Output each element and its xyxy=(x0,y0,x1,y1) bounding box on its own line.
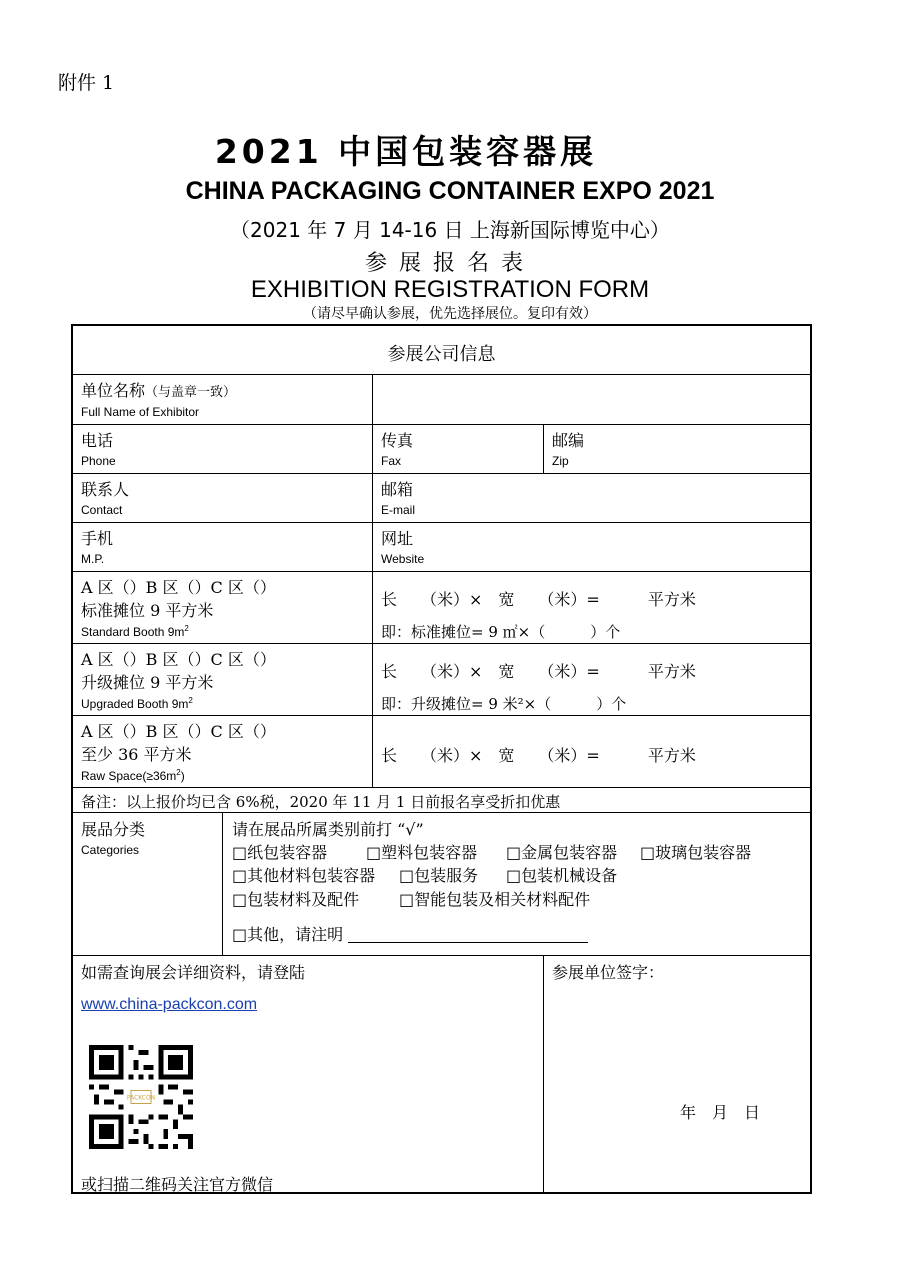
email-label-en: E-mail xyxy=(381,503,416,517)
booth-name-cn: 升级摊位 9 平方米 xyxy=(81,673,214,692)
column-divider xyxy=(543,424,544,473)
event-date-venue: （2021 年 7 月 14-16 日 上海新国际博览中心） xyxy=(230,218,670,242)
booth-count-formula: 即：升级摊位= 9 米²×（ ）个 xyxy=(381,695,627,713)
mobile-label-en: M.P. xyxy=(81,552,105,566)
fax-label: 传真 xyxy=(381,431,414,450)
booth-name-en xyxy=(81,624,189,639)
booth-name-cn: 至少 36 平方米 xyxy=(81,745,192,764)
title-chinese: 2021 中国包装容器展 xyxy=(214,132,598,171)
website-label: 网址 xyxy=(381,529,414,548)
booth-size-formula: 长 （米）× 宽 （米）= 平方米 xyxy=(381,662,696,681)
full-name-note: （与盖章一致） xyxy=(145,385,237,400)
row-divider xyxy=(71,374,812,375)
zip-label: 邮编 xyxy=(552,431,585,450)
category-checkbox[interactable]: □智能包装及相关材料配件 xyxy=(399,890,591,909)
booth-zones: A 区（）B 区（）C 区（） xyxy=(81,722,276,741)
categories-label-en: Categories xyxy=(81,843,140,857)
category-checkbox[interactable]: □金属包装容器 xyxy=(506,843,618,862)
booth-size-formula: 长 （米）× 宽 （米）= 平方米 xyxy=(381,590,696,609)
category-other[interactable] xyxy=(232,922,588,945)
qr-caption: 或扫描二维码关注官方微信 xyxy=(81,1175,274,1194)
info-text: 如需查询展会详细资料，请登陆 xyxy=(81,963,306,982)
booth-name-en-text: Raw Space(≥36m xyxy=(81,769,177,783)
booth-count-formula: 即：标准摊位= 9 ㎡×（ ）个 xyxy=(381,623,621,641)
column-divider xyxy=(543,955,544,1193)
booth-zones: A 区（）B 区（）C 区（） xyxy=(81,578,276,597)
section-header: 参展公司信息 xyxy=(387,344,496,365)
row-divider xyxy=(71,715,812,716)
signature-date: 年 月 日 xyxy=(680,1103,761,1122)
booth-name-en xyxy=(81,768,185,783)
form-title-english: EXHIBITION REGISTRATION FORM xyxy=(250,276,650,303)
full-name-label-cn: 单位名称 xyxy=(81,381,146,400)
superscript: 2 xyxy=(188,696,193,705)
remark: 备注：以上报价均已含 6%税，2020 年 11 月 1 日前报名享受折扣优惠 xyxy=(81,793,561,811)
qr-code xyxy=(89,1045,193,1149)
contact-label: 联系人 xyxy=(81,480,130,499)
zip-label-en: Zip xyxy=(552,454,569,468)
categories-instruction: 请在展品所属类别前打 “√” xyxy=(232,820,424,839)
booth-name-en xyxy=(81,696,193,711)
row-divider xyxy=(71,643,812,644)
category-checkbox[interactable]: □包装服务 xyxy=(399,866,479,885)
full-name-field[interactable] xyxy=(375,377,809,421)
qr-logo-text: PACKCON xyxy=(126,1094,156,1102)
categories-label: 展品分类 xyxy=(81,820,146,839)
row-divider xyxy=(71,787,812,788)
column-divider xyxy=(372,374,373,787)
category-checkbox[interactable]: □纸包装容器 xyxy=(232,843,328,862)
row-divider xyxy=(71,571,812,572)
booth-name-en-suffix: ) xyxy=(180,769,185,783)
signature-label: 参展单位签字： xyxy=(552,963,665,982)
full-name-label-en: Full Name of Exhibitor xyxy=(81,405,200,419)
row-divider xyxy=(71,955,812,956)
column-divider xyxy=(222,812,223,955)
full-name-label xyxy=(81,378,236,401)
row-divider xyxy=(71,522,812,523)
category-checkbox[interactable]: □包装材料及配件 xyxy=(232,890,360,909)
category-checkbox[interactable]: □其他材料包装容器 xyxy=(232,866,376,885)
phone-label-en: Phone xyxy=(81,454,116,468)
attachment-label: 附件 1 xyxy=(58,72,115,94)
booth-zones: A 区（）B 区（）C 区（） xyxy=(81,650,276,669)
contact-label-en: Contact xyxy=(81,503,123,517)
category-checkbox[interactable]: □玻璃包装容器 xyxy=(640,843,752,862)
booth-name-en-text: Upgraded Booth 9m xyxy=(81,697,189,711)
website-link[interactable]: www.china-packcon.com xyxy=(81,996,258,1013)
superscript: 2 xyxy=(176,768,181,777)
category-other-input[interactable] xyxy=(348,928,588,943)
booth-name-cn: 标准摊位 9 平方米 xyxy=(81,601,214,620)
row-divider xyxy=(71,473,812,474)
signature-area[interactable] xyxy=(546,985,808,1185)
row-divider xyxy=(71,424,812,425)
booth-size-formula: 长 （米）× 宽 （米）= 平方米 xyxy=(381,746,696,765)
booth-name-en-text: Standard Booth 9m xyxy=(81,625,185,639)
category-other-label: □其他，请注明 xyxy=(232,925,344,944)
form-note: （请尽早确认参展，优先选择展位。复印有效） xyxy=(303,306,597,322)
category-checkbox[interactable]: □塑料包装容器 xyxy=(366,843,478,862)
title-english: CHINA PACKAGING CONTAINER EXPO 2021 xyxy=(185,177,715,205)
website-label-en: Website xyxy=(381,552,425,566)
form-title-chinese: 参展报名表 xyxy=(364,251,535,276)
row-divider xyxy=(71,812,812,813)
phone-label: 电话 xyxy=(81,431,114,450)
fax-label-en: Fax xyxy=(381,454,402,468)
category-checkbox[interactable]: □包装机械设备 xyxy=(506,866,618,885)
email-label: 邮箱 xyxy=(381,480,414,499)
mobile-label: 手机 xyxy=(81,529,114,548)
superscript: 2 xyxy=(184,624,189,633)
